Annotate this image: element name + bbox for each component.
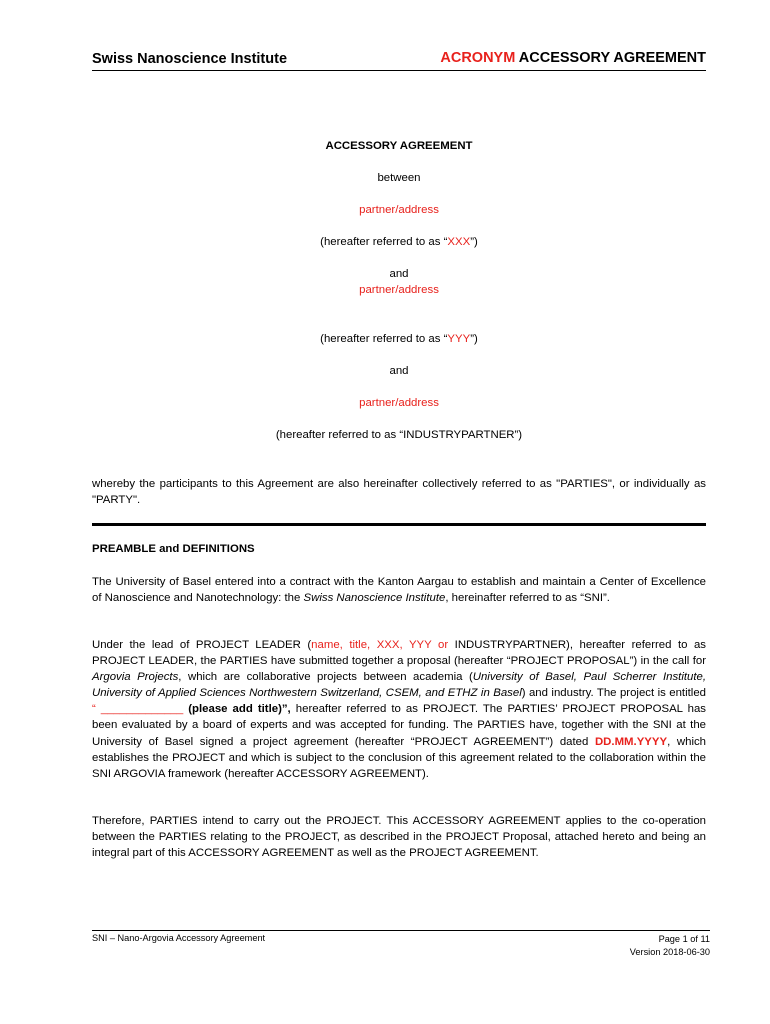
- p2-text-f: , which establishes the PROJECT and which is subject to the conclusion of this agreement related to the collaboration within the SNI ARGOVIA framework (hereafter ACCESSORY AGREEMENT).: [92, 735, 707, 780]
- whereby-paragraph: whereby the participants to this Agreement are also hereinafter collectively referred to as "PARTIES", or individually as "PARTY".: [92, 478, 706, 507]
- p2-date-placeholder: DD.MM.YYYY: [594, 735, 668, 748]
- footer-divider: [92, 930, 710, 931]
- p2-text-e: hereafter referred to as PROJECT. The PARTIES’ PROJECT PROPOSAL has been evaluated by a board of experts and was accepted for funding. The PARTIES have, together with the SNI at the University of Basel signed a project agreement (hereafter “PROJECT AGREEMENT”) dated: [92, 703, 706, 748]
- preamble-paragraph-3: Therefore, PARTIES intend to carry out the PROJECT. This ACCESSORY AGREEMENT applies to the co-operation between the PARTIES relating to the PROJECT, as described in the PROJECT Proposal, attached hereto and being an integral part of this ACCESSORY AGREEMENT as well as the PROJECT AGREEMENT.: [92, 815, 706, 860]
- partner-1-address: partner/address: [359, 204, 439, 216]
- ref2-pre: (hereafter referred to as “: [320, 333, 448, 345]
- p1-text-a: The University of Basel entered into a contract with the Kanton Aargau to establish and maintain a Center of Excellence of Nanoscience and Nanotechnology: the: [92, 576, 706, 605]
- p2-text-b: INDUSTRYPARTNER), hereafter referred to as PROJECT LEADER, the PARTIES have submitted together a proposal (hereafter “PROJECT PROPOSAL”) in the call for: [92, 639, 706, 668]
- partner-2-reference: [92, 331, 706, 347]
- p1-text-b: , hereinafter referred to as “SNI”.: [445, 592, 610, 605]
- p2-text-a: Under the lead of PROJECT LEADER (: [92, 639, 312, 651]
- between-text: between: [377, 172, 421, 184]
- ref1-post: ”): [470, 236, 478, 248]
- partner-1-reference: [92, 234, 706, 250]
- footer-version: Version 2018-06-30: [629, 947, 710, 957]
- ref2-name: YYY: [447, 333, 471, 345]
- p2-text-d: ) and industry. The project is entitled: [521, 687, 706, 700]
- footer-document-name: SNI – Nano-Argovia Accessory Agreement: [92, 933, 266, 943]
- preamble-paragraph-1: [92, 574, 706, 606]
- partner-2-address: partner/address: [359, 284, 439, 296]
- footer-page-number: Page 1 of 11: [658, 934, 710, 944]
- p2-italic-argovia: Argovia Projects: [92, 671, 179, 684]
- p2-italic-institutions: University of Basel, Paul Scherrer Institute, University of Applied Sciences Northwestern Switzerland, CSEM, and ETHZ in Basel: [92, 671, 707, 700]
- preamble-heading: PREAMBLE and DEFINITIONS: [92, 543, 255, 555]
- section-divider: [92, 523, 706, 526]
- and-text-2: and: [389, 365, 409, 377]
- p2-title-blank: “ _____________: [92, 703, 189, 716]
- header-acronym: ACRONYM: [440, 50, 516, 66]
- partner-3-reference: (hereafter referred to as “INDUSTRYPARTNER”): [275, 429, 523, 441]
- header-title-text: ACCESSORY AGREEMENT: [515, 50, 706, 66]
- and-text-1: and: [389, 268, 409, 280]
- ref1-pre: (hereafter referred to as “: [320, 236, 448, 248]
- document-title: ACCESSORY AGREEMENT: [325, 140, 473, 152]
- header-agreement-title: [440, 50, 706, 66]
- p1-italic: Swiss Nanoscience Institute: [303, 592, 446, 605]
- partner-3-address: partner/address: [359, 397, 439, 409]
- header-institute: Swiss Nanoscience Institute: [92, 51, 288, 67]
- footer-page-info: [630, 933, 710, 959]
- ref2-post: ”): [470, 333, 478, 345]
- header-divider: [92, 70, 706, 71]
- p2-text-c: , which are collaborative projects between academia (: [178, 671, 473, 684]
- p2-title-note: (please add title)”,: [188, 703, 291, 716]
- ref1-name: XXX: [447, 236, 471, 248]
- p2-red-placeholder: name, title, XXX, YYY or: [311, 639, 449, 651]
- preamble-paragraph-2: [92, 637, 706, 782]
